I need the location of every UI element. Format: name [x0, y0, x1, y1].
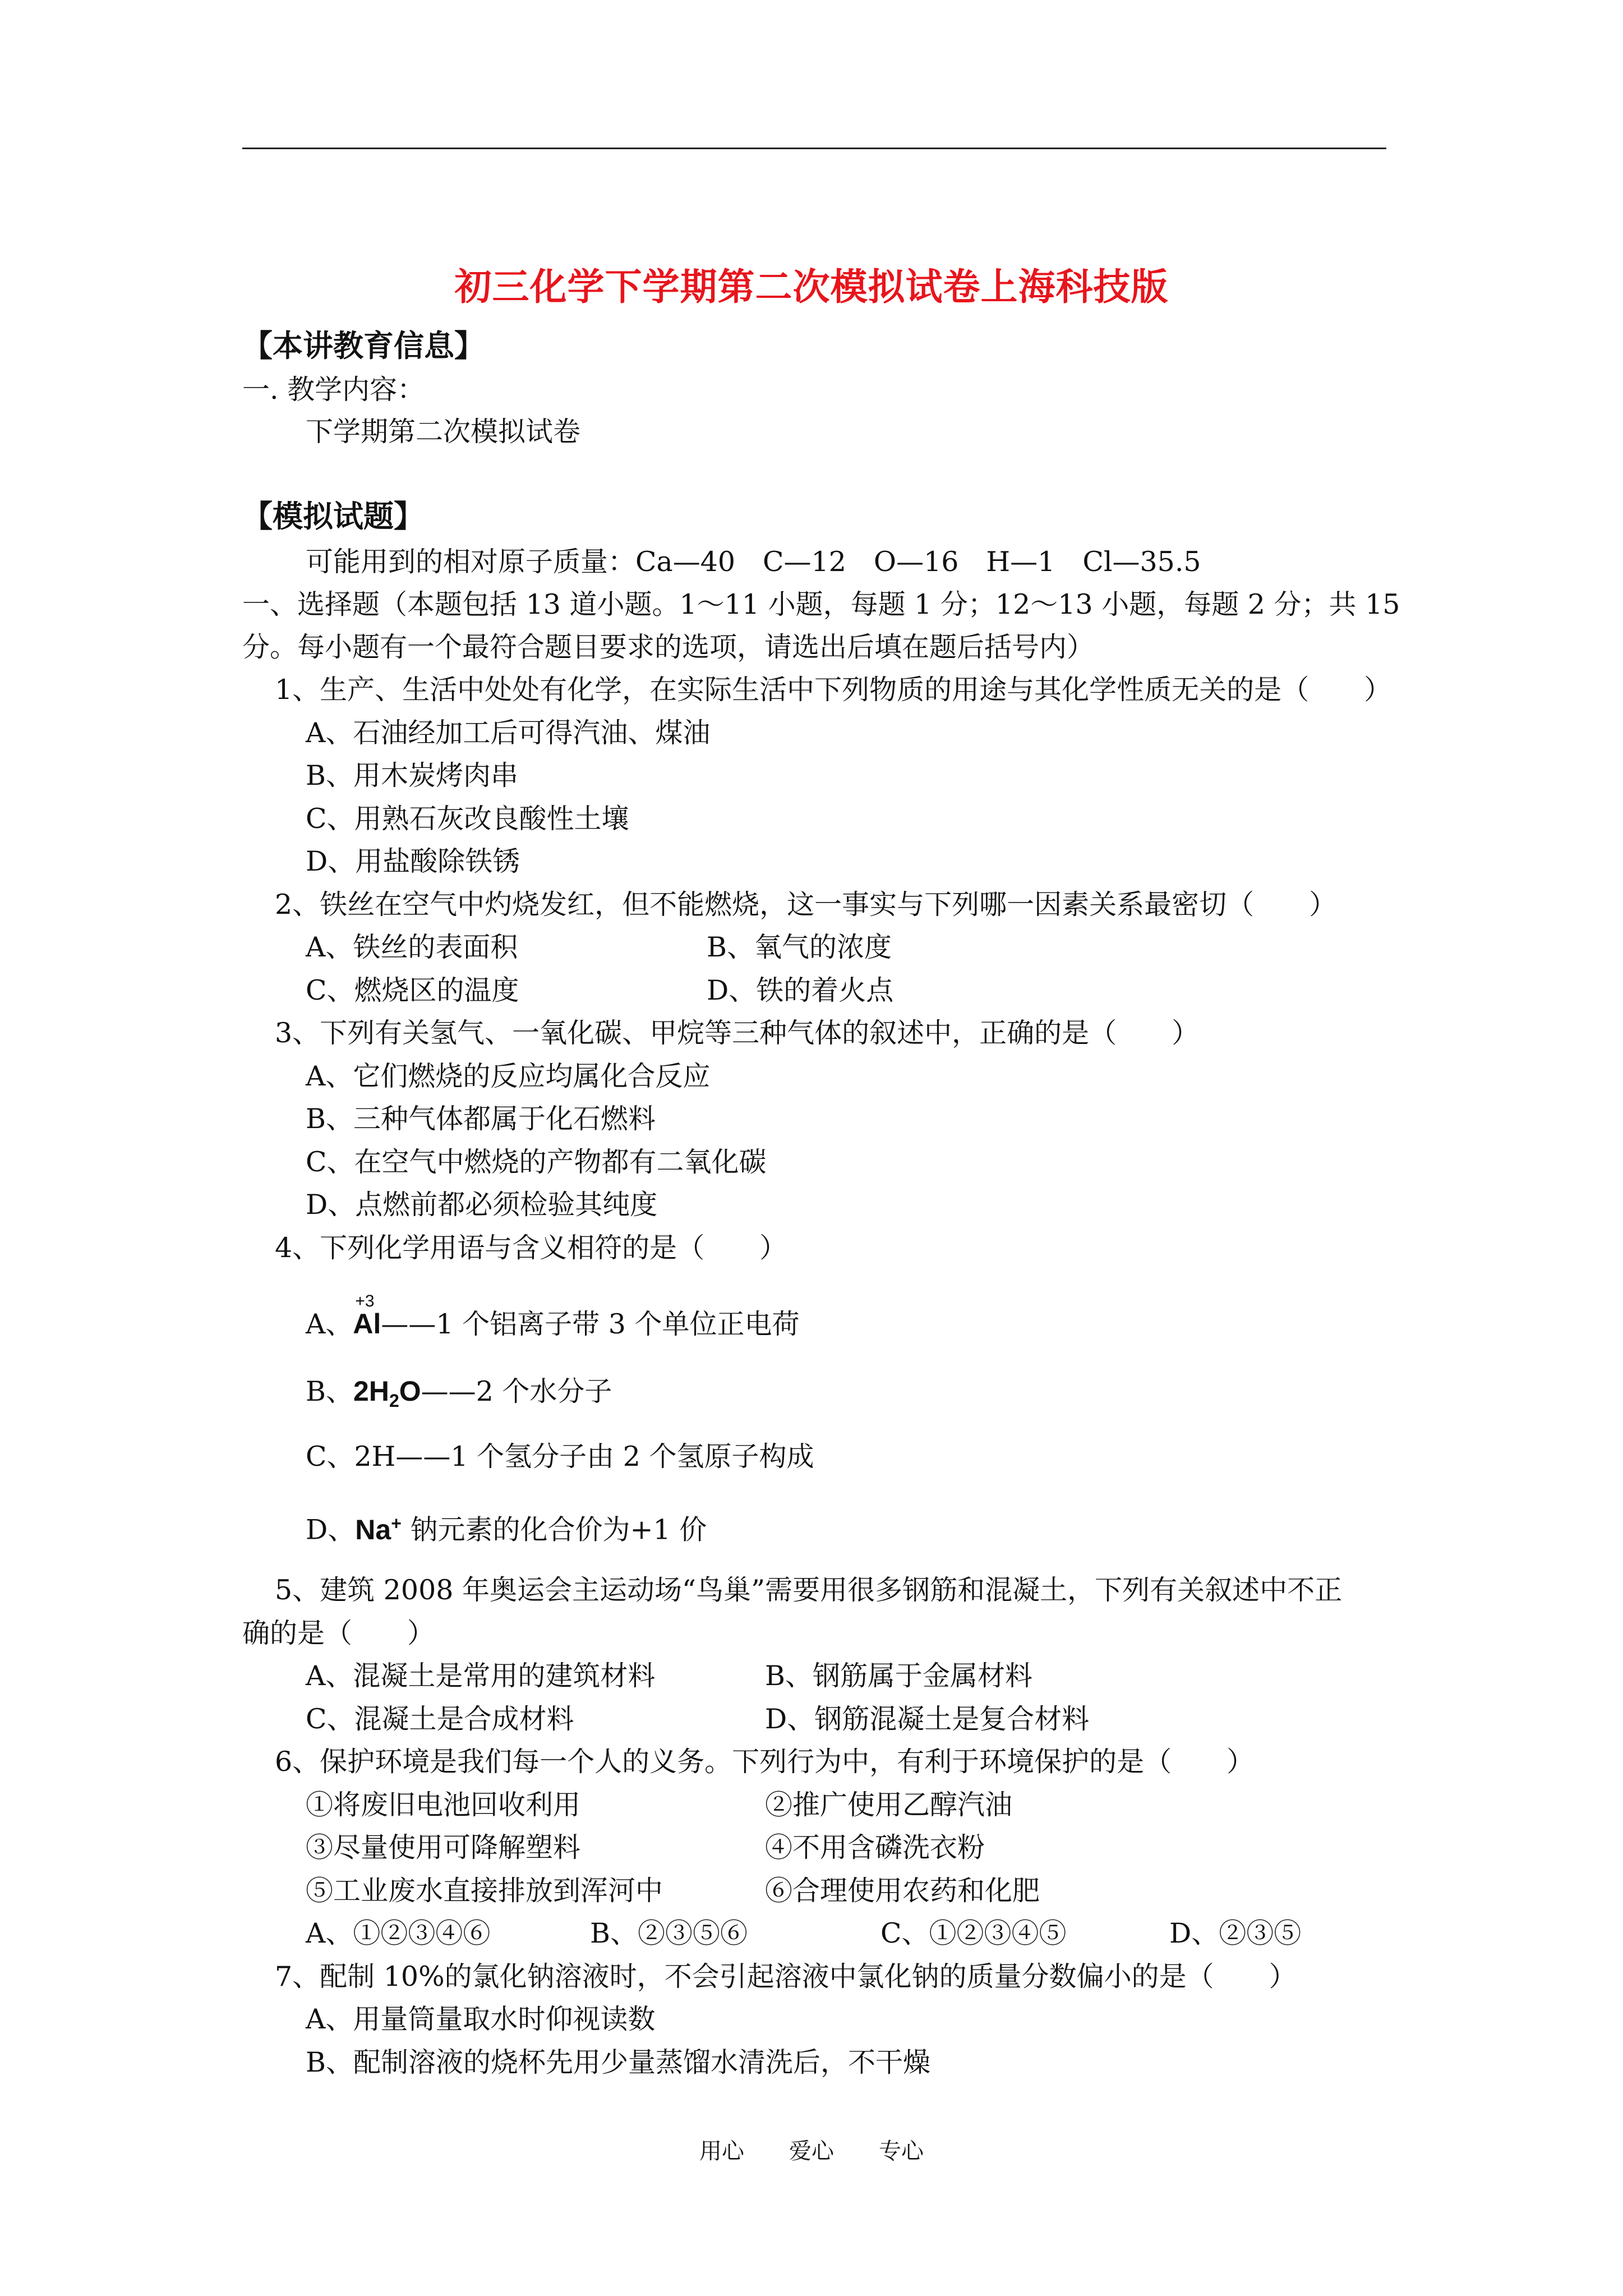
- part1-intro-line1: 一、选择题（本题包括 13 道小题。1～11 小题，每题 1 分；12～13 小题，每题 2 分；共 15: [242, 588, 1400, 620]
- aluminium-valence-symbol: [353, 1292, 381, 1341]
- q2-option-b: B、氧气的浓度: [707, 931, 892, 963]
- q6-item-2: ②推广使用乙醇汽油: [765, 1789, 1013, 1821]
- q4-option-c: C、2H——1 个氢分子由 2 个氢原子构成: [306, 1441, 814, 1473]
- q4-option-d: [306, 1506, 707, 1547]
- q5-option-c: C、混凝土是合成材料: [306, 1703, 574, 1735]
- q5-option-b: B、钢筋属于金属材料: [765, 1660, 1033, 1692]
- part1-intro-line2: 分。每小题有一个最符合题目要求的选项，请选出后填在题后括号内）: [242, 631, 1095, 663]
- q5-option-d: D、钢筋混凝土是复合材料: [765, 1703, 1090, 1735]
- exam-heading: 【模拟试题】: [242, 498, 424, 534]
- q3-stem: 3、下列有关氢气、一氧化碳、甲烷等三种气体的叙述中，正确的是（ ）: [275, 1017, 1200, 1049]
- q5-stem-line2: 确的是（ ）: [242, 1617, 435, 1649]
- q4-option-b-text: ——2 个水分子: [421, 1375, 612, 1407]
- q3-option-d: D、点燃前都必须检验其纯度: [306, 1189, 658, 1221]
- info-heading: 【本讲教育信息】: [242, 328, 485, 364]
- header-rule: [242, 148, 1386, 149]
- q2-option-c: C、燃烧区的温度: [306, 974, 519, 1006]
- q4-option-a: [306, 1292, 800, 1341]
- q3-option-a: A、它们燃烧的反应均属化合反应: [306, 1060, 711, 1092]
- sodium-charge: +: [391, 1513, 402, 1533]
- q6-item-1: ①将废旧电池回收利用: [306, 1789, 581, 1821]
- q1-option-b: B、用木炭烤肉串: [306, 760, 519, 792]
- q6-stem: 6、保护环境是我们每一个人的义务。下列行为中，有利于环境保护的是（ ）: [275, 1746, 1255, 1778]
- q4-option-b: [306, 1374, 612, 1418]
- sodium-symbol: Na: [355, 1513, 391, 1545]
- q7-option-a: A、用量筒量取水时仰视读数: [306, 2003, 656, 2035]
- q3-option-b: B、三种气体都属于化石燃料: [306, 1103, 656, 1135]
- atomic-masses: 可能用到的相对原子质量：Ca—40 C—12 O—16 H—1 Cl—35.5: [306, 546, 1201, 578]
- q3-option-c: C、在空气中燃烧的产物都有二氧化碳: [306, 1146, 767, 1178]
- q2-option-d: D、铁的着火点: [707, 974, 894, 1006]
- q6-option-b: B、②③⑤⑥: [590, 1917, 748, 1949]
- q2-stem: 2、铁丝在空气中灼烧发红，但不能燃烧，这一事实与下列哪一因素关系最密切（ ）: [275, 889, 1337, 921]
- q6-item-5: ⑤工业废水直接排放到浑河中: [306, 1875, 663, 1907]
- teaching-label: 一. 教学内容：: [242, 374, 425, 406]
- q4-stem: 4、下列化学用语与含义相符的是（ ）: [275, 1232, 787, 1264]
- q4-option-a-prefix: A、: [306, 1308, 353, 1340]
- q4-option-d-text: 钠元素的化合价为+1 价: [401, 1513, 707, 1546]
- q4-option-b-prefix: B、: [306, 1375, 354, 1407]
- q6-item-4: ④不用含磷洗衣粉: [765, 1832, 985, 1864]
- q1-option-a: A、石油经加工后可得汽油、煤油: [306, 717, 711, 749]
- aluminium-symbol: Al: [353, 1308, 381, 1340]
- q1-stem: 1、生产、生活中处处有化学，在实际生活中下列物质的用途与其化学性质无关的是（ ）: [275, 674, 1392, 706]
- teaching-content: 下学期第二次模拟试卷: [306, 416, 581, 448]
- q5-option-a: A、混凝土是常用的建筑材料: [306, 1660, 656, 1692]
- sodium-ion-symbol: [355, 1514, 402, 1545]
- document-title: 初三化学下学期第二次模拟试卷上海科技版: [454, 265, 1169, 309]
- q4-option-d-prefix: D、: [306, 1513, 356, 1546]
- water-formula-start: 2H: [353, 1375, 389, 1407]
- q7-stem: 7、配制 10%的氯化钠溶液时，不会引起溶液中氯化钠的质量分数偏小的是（ ）: [275, 1961, 1297, 1993]
- water-formula-end: O: [399, 1375, 421, 1407]
- q6-option-c: C、①②③④⑤: [880, 1917, 1067, 1949]
- page-footer: 用心 爱心 专心: [699, 2138, 924, 2164]
- q6-item-6: ⑥合理使用农药和化肥: [765, 1875, 1040, 1907]
- q6-option-a: A、①②③④⑥: [306, 1917, 491, 1949]
- q4-option-a-text: ——1 个铝离子带 3 个单位正电荷: [381, 1308, 800, 1340]
- q1-option-d: D、用盐酸除铁锈: [306, 845, 520, 877]
- water-subscript: 2: [389, 1391, 399, 1411]
- valence-mark: +3: [355, 1292, 375, 1310]
- q7-option-b: B、配制溶液的烧杯先用少量蒸馏水清洗后，不干燥: [306, 2046, 931, 2078]
- water-formula: [353, 1375, 421, 1411]
- q5-stem-line1: 5、建筑 2008 年奥运会主运动场“鸟巢”需要用很多钢筋和混凝土，下列有关叙述中不正: [275, 1574, 1343, 1606]
- q2-option-a: A、铁丝的表面积: [306, 931, 518, 963]
- q1-option-c: C、用熟石灰改良酸性土壤: [306, 803, 629, 835]
- q6-item-3: ③尽量使用可降解塑料: [306, 1832, 581, 1864]
- q6-option-d: D、②③⑤: [1169, 1917, 1302, 1949]
